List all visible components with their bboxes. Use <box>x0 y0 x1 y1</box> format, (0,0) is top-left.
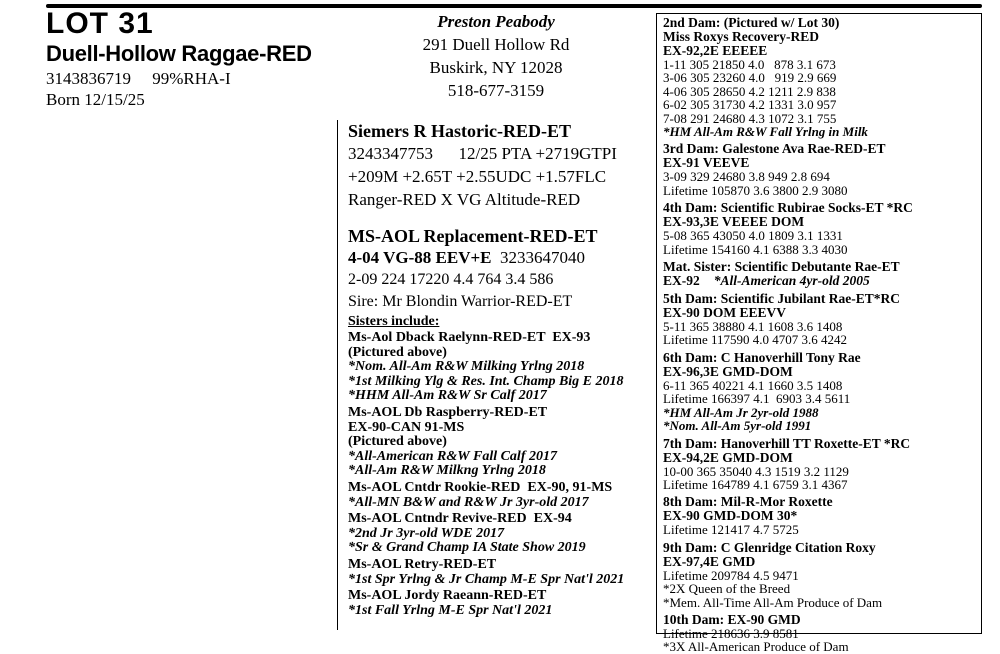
sisters-heading: Sisters include: <box>348 314 440 329</box>
sister-name: Ms-AOL Retry-RED-ET <box>348 556 497 572</box>
dam-sire: Sire: Mr Blondin Warrior-RED-ET <box>348 293 573 310</box>
ancestor-score: EX-92 <box>663 273 700 289</box>
dam-record: 2-09 224 17220 4.4 764 3.4 586 <box>348 271 554 288</box>
sister-name: Ms-AOL Cntdr Rookie-RED EX-90, 91-MS <box>348 479 613 495</box>
ancestor-label: Mat. Sister: <box>663 259 732 275</box>
ancestor-block <box>663 142 975 197</box>
sister-entry <box>348 481 653 510</box>
ancestor-block <box>663 351 975 433</box>
sister-award: *Nom. All-Am R&W Milking Yrlng 2018 <box>348 359 585 375</box>
ancestor-heading: 9th Dam: C Glenridge Citation Roxy <box>663 539 876 555</box>
sister-award: *All-Am R&W Milkng Yrlng 2018 <box>348 463 546 479</box>
ancestor-record: Lifetime 218636 3.9 8581 <box>663 625 799 641</box>
ancestor-classification <box>663 274 975 288</box>
sister-name: Ms-AOL Cntndr Revive-RED EX-94 <box>348 511 572 527</box>
consignor-phone: 518-677-3159 <box>447 81 545 100</box>
ancestor-record: 3-09 329 24680 3.8 949 2.8 694 <box>663 169 830 185</box>
ancestor-heading: 7th Dam: Hanoverhill TT Roxette-ET *RC <box>663 435 911 451</box>
ancestor-block <box>663 292 975 347</box>
ancestor-heading: EX-93,3E VEEEE DOM <box>663 214 805 230</box>
ancestor-record: 6-02 305 31730 4.2 1331 3.0 957 <box>663 97 837 113</box>
sister-entry <box>348 331 653 404</box>
consignor-block <box>392 10 600 102</box>
ancestor-heading: 4th Dam: Scientific Rubirae Socks-ET *RC <box>663 200 913 216</box>
sister-award: *All-MN B&W and R&W Jr 3yr-old 2017 <box>348 494 589 510</box>
sisters-list <box>348 331 653 618</box>
ancestor-heading: Miss Roxys Recovery-RED <box>663 29 819 44</box>
registration-line: 3143836719 99%RHA-I <box>46 69 231 88</box>
ancestor-record: Lifetime 209784 4.5 9471 <box>663 567 799 583</box>
consignor-name: Preston Peabody <box>437 12 555 31</box>
sister-award: *HHM All-Am R&W Sr Calf 2017 <box>348 388 547 404</box>
sire-dam-column <box>337 120 653 630</box>
ancestor-honor: *2X Queen of the Breed <box>663 581 791 597</box>
birth-date: Born 12/15/25 <box>46 90 145 109</box>
ancestor-block <box>663 495 975 536</box>
sire-pedigree-line: Ranger-RED X VG Altitude-RED <box>348 190 581 209</box>
ancestor-record: 10-00 365 35040 4.3 1519 3.2 1129 <box>663 463 849 479</box>
ancestor-heading: 6th Dam: C Hanoverhill Tony Rae <box>663 349 861 365</box>
sister-award: *1st Fall Yrlng M-E Spr Nat'l 2021 <box>348 602 553 618</box>
ancestor-heading <box>663 260 975 274</box>
ancestor-record: 5-11 365 38880 4.1 1608 3.6 1408 <box>663 319 843 335</box>
ancestor-record: 5-08 365 43050 4.0 1809 3.1 1331 <box>663 228 843 244</box>
ancestor-honor: *3X All-American Produce of Dam <box>663 639 849 654</box>
ancestor-record: 1-11 305 21850 4.0 878 3.1 673 <box>663 57 836 72</box>
ancestor-record: 4-06 305 28650 4.2 1211 2.9 838 <box>663 83 836 99</box>
sister-award: *1st Spr Yrlng & Jr Champ M-E Spr Nat'l 2021 <box>348 571 625 587</box>
sister-award: *2nd Jr 3yr-old WDE 2017 <box>348 525 505 541</box>
ancestor-block <box>663 201 975 256</box>
ancestor-heading: EX-94,2E GMD-DOM <box>663 449 793 465</box>
ancestor-record: Lifetime 117590 4.0 4707 3.6 4242 <box>663 332 848 348</box>
ancestor-record: Lifetime 166397 4.1 6903 3.4 5611 <box>663 391 851 407</box>
sister-entry <box>348 512 653 556</box>
sister-entry <box>348 406 653 479</box>
ancestor-award: *HM All-Am Jr 2yr-old 1988 <box>663 404 819 420</box>
ancestor-heading: EX-92,2E EEEEE <box>663 43 768 58</box>
sister-detail: EX-90-CAN 91-MS <box>348 419 465 435</box>
ancestor-block <box>663 16 975 138</box>
lot-number: LOT 31 <box>46 7 154 40</box>
ancestor-record: Lifetime 164789 4.1 6759 3.1 4367 <box>663 476 848 492</box>
ancestor-heading: 10th Dam: EX-90 GMD <box>663 611 801 627</box>
ancestor-name: Scientific Debutante Rae-ET <box>731 259 900 275</box>
ancestor-heading: 8th Dam: Mil-R-Mor Roxette <box>663 494 833 510</box>
sister-detail: (Pictured above) <box>348 434 447 450</box>
ancestor-block <box>663 437 975 492</box>
ancestor-record: 3-06 305 23260 4.0 919 2.9 669 <box>663 70 837 86</box>
consignor-street: 291 Duell Hollow Rd <box>422 35 570 54</box>
ancestor-heading: EX-96,3E GMD-DOM <box>663 363 793 379</box>
sire-traits-line: +209M +2.65T +2.55UDC +1.57FLC <box>348 167 607 186</box>
ancestor-award: *Nom. All-Am 5yr-old 1991 <box>663 418 812 434</box>
sister-detail: (Pictured above) <box>348 344 447 360</box>
ancestor-heading: 5th Dam: Scientific Jubilant Rae-ET*RC <box>663 291 900 307</box>
lot-header <box>46 8 346 110</box>
ancestor-award: *All-American 4yr-old 2005 <box>713 273 870 289</box>
sister-award: *Sr & Grand Champ IA State Show 2019 <box>348 540 586 556</box>
sister-entry <box>348 589 653 618</box>
ancestor-heading: 2nd Dam: (Pictured w/ Lot 30) <box>663 15 840 30</box>
sister-award: *All-American R&W Fall Calf 2017 <box>348 448 557 464</box>
sister-name: Ms-AOL Db Raspberry-RED-ET <box>348 404 548 420</box>
ancestor-honor: *Mem. All-Time All-Am Produce of Dam <box>663 594 883 610</box>
ancestor-block <box>663 260 975 288</box>
ancestor-block <box>663 613 975 654</box>
dam-name: MS-AOL Replacement-RED-ET <box>348 226 598 246</box>
ancestor-record: Lifetime 121417 4.7 5725 <box>663 522 799 538</box>
pedigree-box <box>656 13 982 654</box>
ancestor-heading: EX-91 VEEVE <box>663 155 750 171</box>
dam-classification <box>348 247 653 269</box>
ancestor-heading: 3rd Dam: Galestone Ava Rae-RED-ET <box>663 141 886 157</box>
dam-registration: 3233647040 <box>500 248 585 267</box>
ancestor-heading: EX-90 GMD-DOM 30* <box>663 508 798 524</box>
sister-name: Ms-Aol Dback Raelynn-RED-ET EX-93 <box>348 330 591 345</box>
animal-name: Duell-Hollow Raggae-RED <box>46 41 312 66</box>
sister-entry <box>348 558 653 587</box>
ancestor-award: *HM All-Am R&W Fall Yrlng in Milk <box>663 124 868 140</box>
ancestor-block <box>663 541 975 609</box>
sire-name: Siemers R Hastoric-RED-ET <box>348 121 571 141</box>
sister-name: Ms-AOL Jordy Raeann-RED-ET <box>348 588 547 604</box>
consignor-city: Buskirk, NY 12028 <box>429 58 563 77</box>
sire-proof-line: 3243347753 12/25 PTA +2719GTPI <box>348 144 617 163</box>
ancestor-record: Lifetime 105870 3.6 3800 2.9 3080 <box>663 182 848 198</box>
ancestor-record: 6-11 365 40221 4.1 1660 3.5 1408 <box>663 377 843 393</box>
ancestor-record: Lifetime 154160 4.1 6388 3.3 4030 <box>663 241 848 257</box>
ancestor-record: 7-08 291 24680 4.3 1072 3.1 755 <box>663 110 837 126</box>
dam-score: 4-04 VG-88 EEV+E <box>348 248 492 267</box>
ancestor-heading: EX-97,4E GMD <box>663 553 756 569</box>
sister-award: *1st Milking Ylg & Res. Int. Champ Big E 2018 <box>348 373 624 389</box>
ancestor-heading: EX-90 DOM EEEVV <box>663 305 787 321</box>
